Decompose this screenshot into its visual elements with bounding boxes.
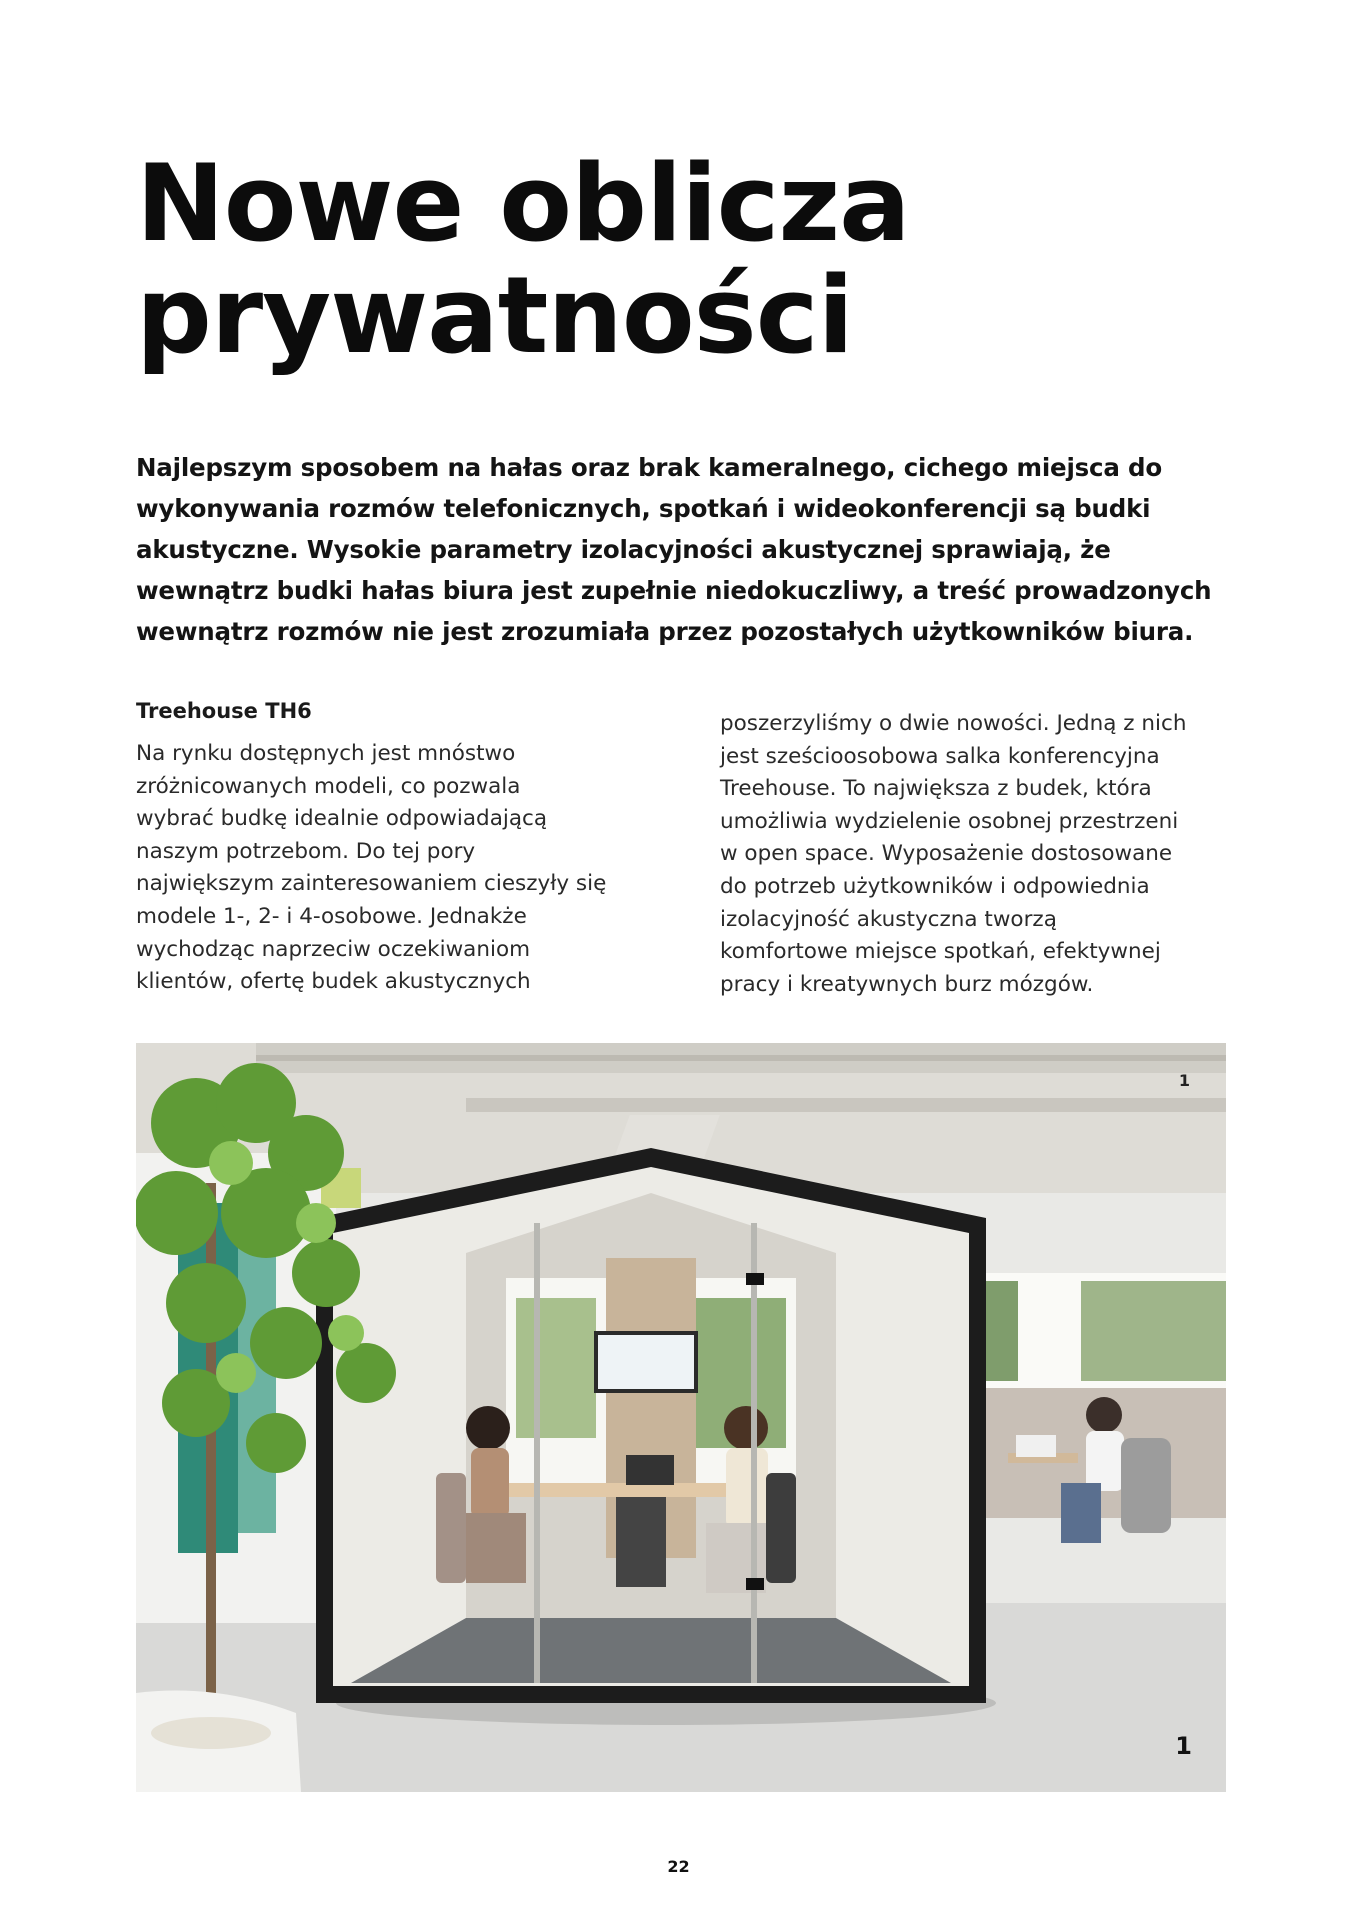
section-heading: Treehouse TH6	[136, 699, 312, 723]
body-column-left: Na rynku dostępnych jest mnóstwo zróżnicowanych modeli, co pozwala wybrać budkę idealnie odpowiadającą naszym potrzebom. Do tej pory największym zainteresowaniem cieszyły się modele 1-, 2- i 4-osobowe. Jednakże wychodząc naprzeciw oczekiwaniom klientów, ofertę budek akustycznych	[136, 741, 607, 995]
treehouse-booth-photo	[136, 1043, 1226, 1792]
office-booth-illustration	[136, 1043, 1226, 1792]
office-chair	[1121, 1438, 1171, 1533]
photo-label-small: 1	[1178, 1071, 1190, 1090]
lead-paragraph: Najlepszym sposobem na hałas oraz brak kameralnego, cichego miejsca do wykonywania rozmów telefonicznych, spotkań i wideokonferencji są budki akustyczne. Wysokie parametry izolacyjności akustycznej sprawiają, że wewnątrz budki hałas biura jest zupełnie niedokuczliwy, a treść prowadzonych wewnątrz rozmów nie jest zrozumiała przez pozostałych użytkowników biura.	[136, 453, 1212, 646]
photo-label: 1	[1175, 1732, 1192, 1760]
page-number: 22	[667, 1857, 690, 1876]
title-line-1: Nowe oblicza	[136, 142, 910, 265]
page-title	[136, 142, 1236, 377]
body-column-right: poszerzyliśmy o dwie nowości. Jedną z nich jest sześcioosobowa salka konferencyjna Treehouse. To największa z budek, która umożliwia wydzielenie osobnej przestrzeni w open space. Wyposażenie dostosowane do potrzeb użytkowników i odpowiednia izolacyjność akustyczna tworzą komfortowe miejsce spotkań, efektywnej pracy i kreatywnych burz mózgów.	[720, 711, 1187, 997]
title-line-2: prywatności	[136, 254, 853, 377]
